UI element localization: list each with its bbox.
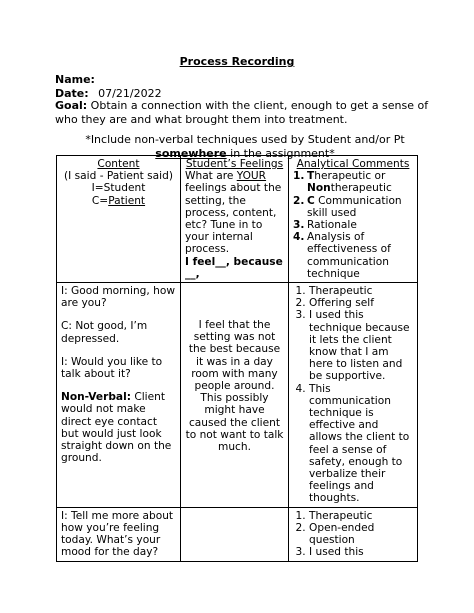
list-item: 2. Open-ended question bbox=[309, 522, 413, 546]
content-header-line1: (I said - Patient said) bbox=[64, 170, 173, 183]
list-item: 1. Therapeutic bbox=[309, 510, 413, 522]
analytical-header-title: Analytical Comments bbox=[296, 158, 410, 170]
row1-analysis-cell bbox=[289, 283, 418, 508]
row2-analysis-cell bbox=[289, 507, 418, 561]
goal-paragraph bbox=[55, 99, 435, 126]
row1-feelings-text: I feel that the setting was not the best because it was in a day room with many people around. This possibly might have caused the client to not want to talk much. bbox=[185, 319, 284, 454]
list-item: 2. Offering self bbox=[309, 297, 413, 309]
row2-analysis-list bbox=[293, 510, 413, 559]
feelings-header-text: What are YOUR feelings about the setting, the process, content, etc? Tune in to your internal process. bbox=[185, 170, 282, 256]
row2-content-text: I: Tell me more about how you’re feeling today. What’s your mood for the day? bbox=[61, 509, 174, 559]
list-item: 4. This communication technique is effective and allows the client to feel a sense of safety, enough to verbalize their feelings and thoughts. bbox=[309, 383, 413, 505]
row1-analysis-list bbox=[293, 285, 413, 505]
feelings-header-bold: I feel__, because __, bbox=[185, 255, 283, 280]
list-item: 3. I used this bbox=[309, 546, 413, 558]
include-before: *Include non-verbal techniques used by Student and/or Pt bbox=[85, 133, 405, 146]
table-header-row bbox=[57, 156, 418, 283]
content-header-cell bbox=[57, 156, 181, 283]
feelings-header-title: Student’s Feelings bbox=[185, 158, 284, 170]
analytical-item-4: 4. Analysis of effectiveness of communication technique bbox=[293, 231, 391, 280]
analytical-item-2: 2. C Communication skill used bbox=[293, 194, 402, 219]
table-row bbox=[57, 283, 418, 508]
name-label: Name: bbox=[55, 73, 95, 86]
row1-content-p2: C: Not good, I’m depressed. bbox=[61, 320, 148, 345]
row1-content-p1: I: Good morning, how are you? bbox=[61, 285, 175, 310]
date-label: Date: bbox=[55, 87, 89, 100]
name-line bbox=[55, 73, 95, 86]
row1-nonverbal: Non-Verbal: Client would not make direct eye contact but would just look straight down on the ground. bbox=[61, 391, 172, 465]
row2-feelings-cell bbox=[181, 507, 289, 561]
feelings-header-cell bbox=[181, 156, 289, 283]
row1-feelings-cell bbox=[181, 283, 289, 508]
analytical-header-cell bbox=[289, 156, 418, 283]
content-header-line3: C=Patient bbox=[91, 194, 146, 207]
include-after: in the assignment* bbox=[226, 146, 335, 160]
content-header-line2: I=Student bbox=[91, 182, 146, 195]
list-item: 3. I used this technique because it lets the client know that I am here to listen and be supportive. bbox=[309, 309, 413, 382]
row1-content-cell bbox=[57, 283, 181, 508]
list-item: 1. Therapeutic bbox=[309, 285, 413, 297]
process-recording-table bbox=[56, 155, 418, 562]
analytical-item-3: 3. Rationale bbox=[293, 219, 357, 232]
goal-text: Obtain a connection with the client, enough to get a sense of who they are and what brought them into treatment. bbox=[55, 99, 429, 126]
content-header-title: Content bbox=[97, 158, 140, 170]
analytical-item-1: 1. Therapeutic or Nontherapeutic bbox=[293, 170, 392, 195]
row1-content-p3: I: Would you like to talk about it? bbox=[61, 355, 163, 381]
page-title: Process Recording bbox=[179, 55, 295, 68]
table-row bbox=[57, 507, 418, 561]
goal-label: Goal: bbox=[55, 99, 88, 112]
include-bold: somewhere bbox=[155, 146, 227, 160]
date-value: 07/21/2022 bbox=[98, 87, 162, 100]
row2-content-cell bbox=[57, 507, 181, 561]
